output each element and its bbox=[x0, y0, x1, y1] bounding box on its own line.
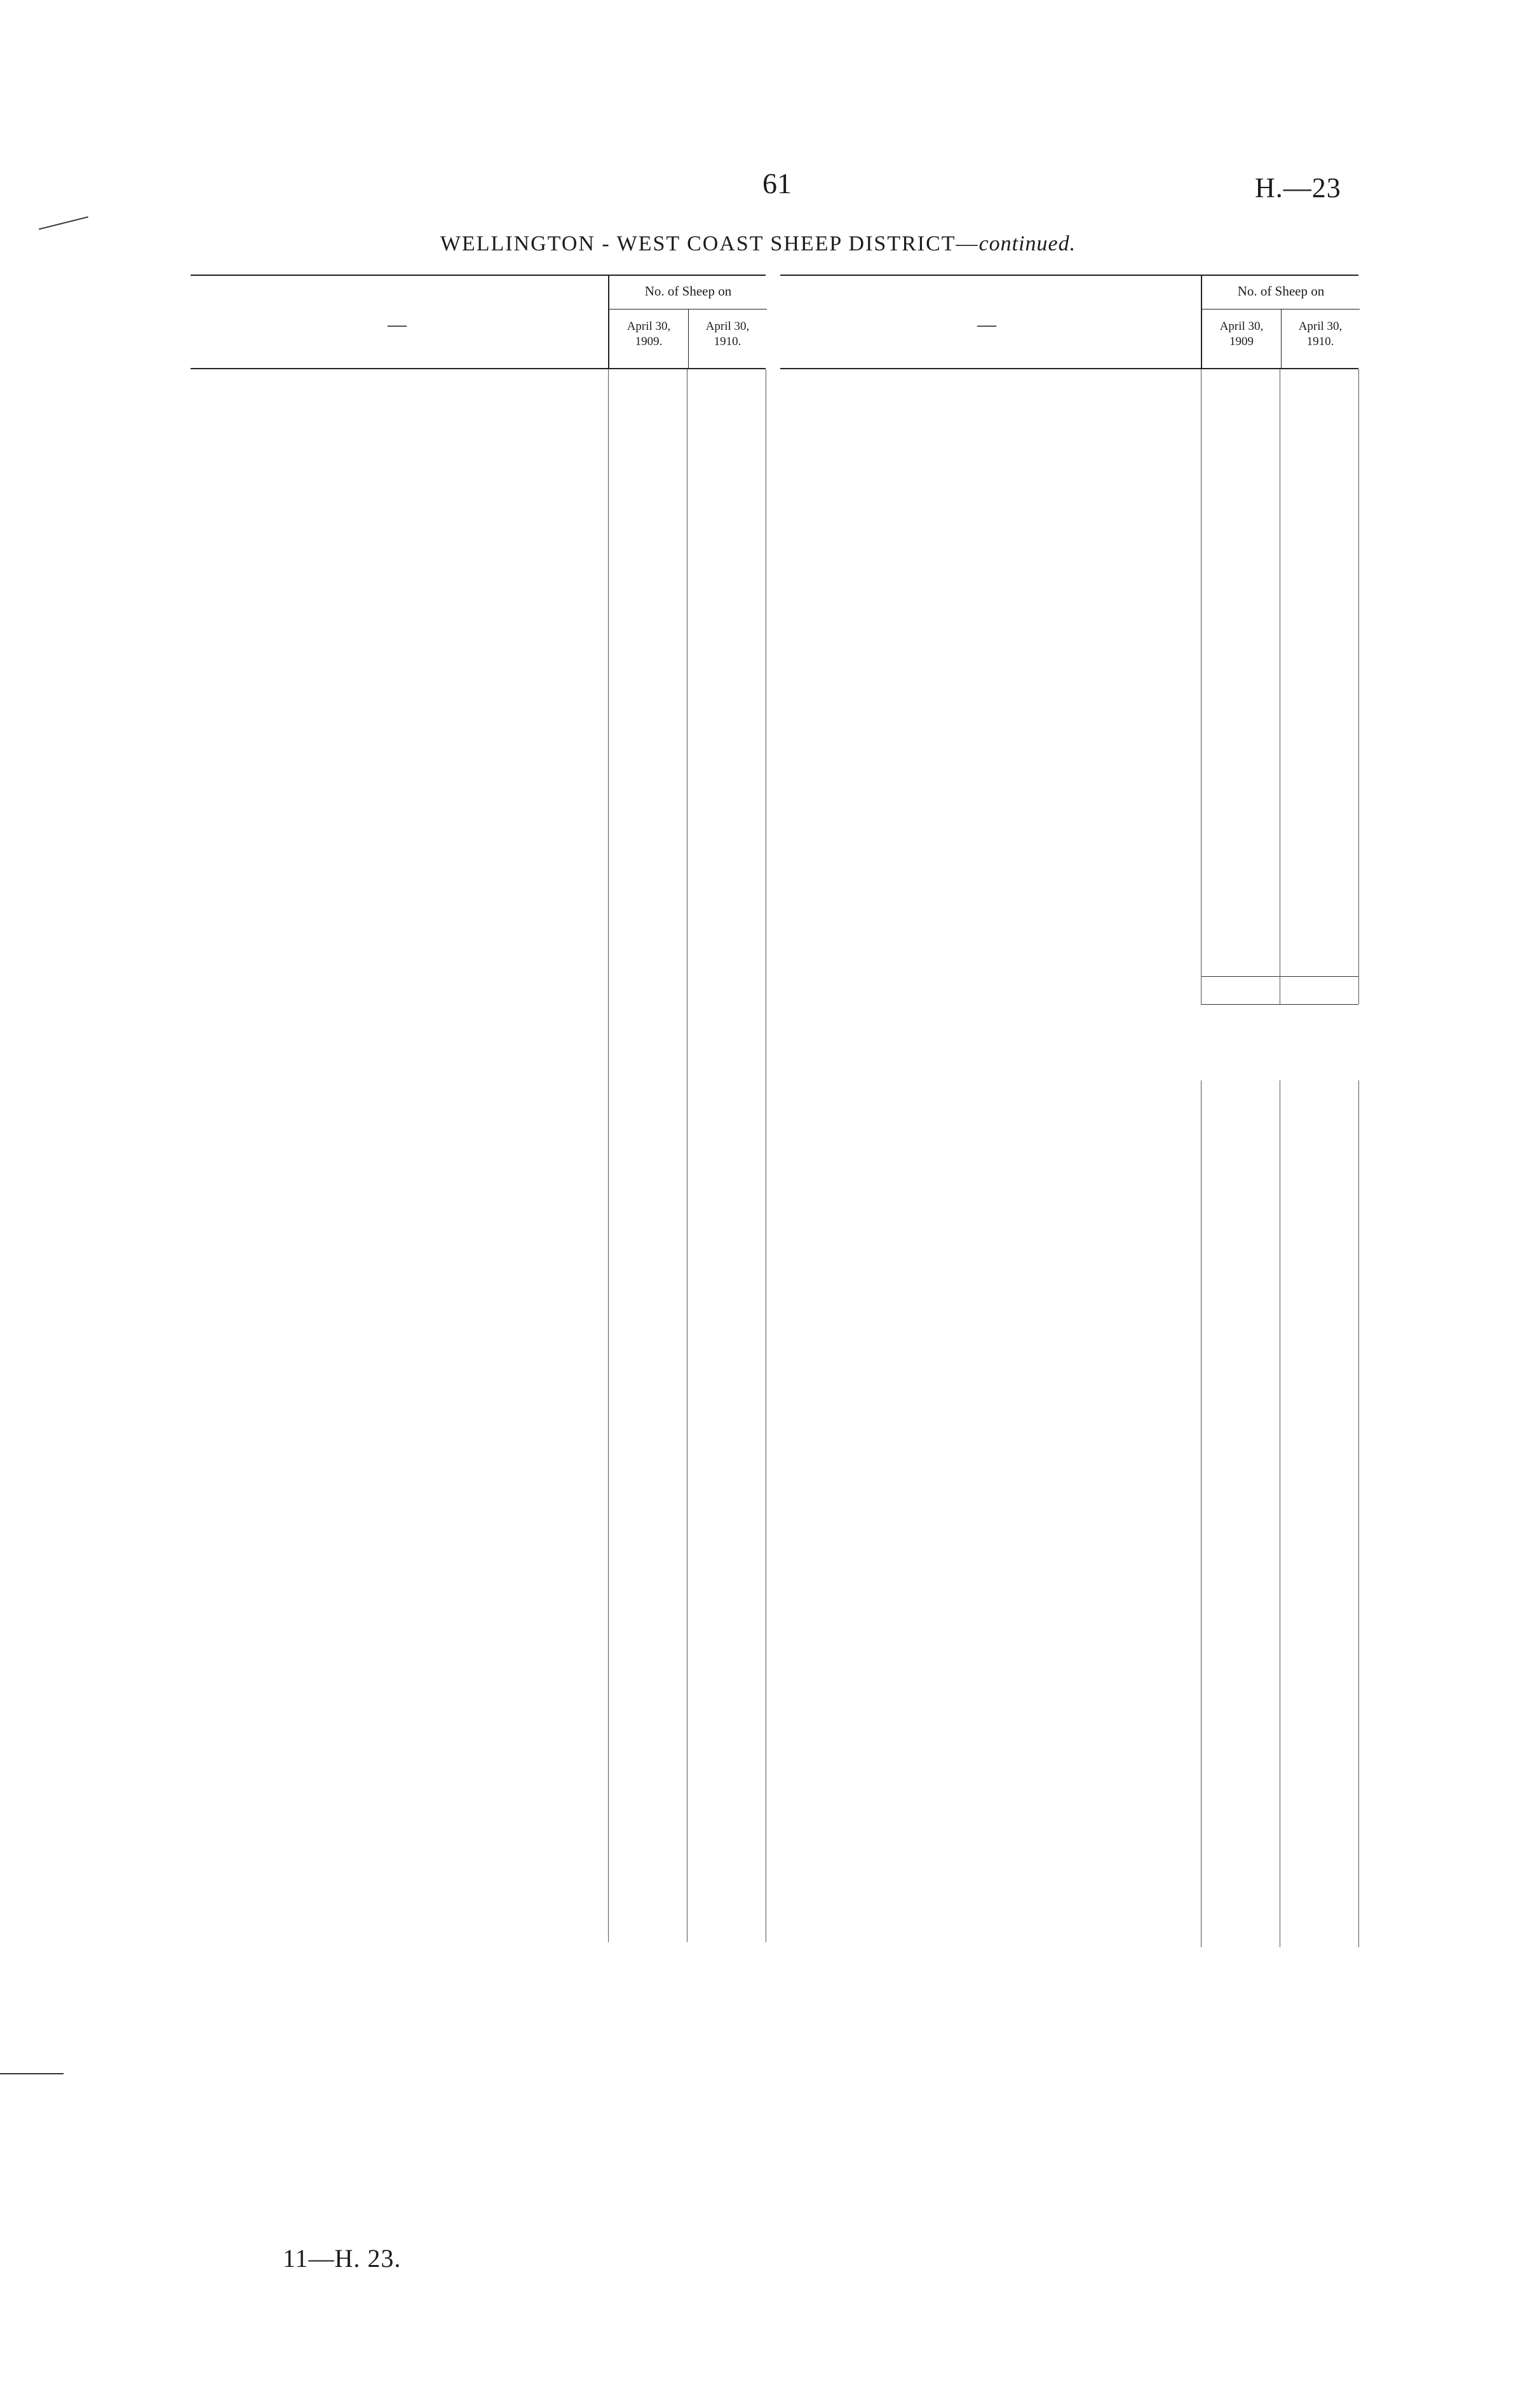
column-rule bbox=[1358, 1080, 1359, 1947]
page-title-continued: continued. bbox=[978, 232, 1076, 255]
margin-scratch-mark bbox=[0, 2073, 64, 2074]
report-code: H.—23 bbox=[1255, 172, 1341, 203]
col-1909-header: April 30, 1909 bbox=[1219, 320, 1264, 348]
col-1910-header: April 30, 1910. bbox=[1298, 320, 1343, 348]
sheep-count-group-title: No. of Sheep on bbox=[1237, 283, 1325, 299]
left-column bbox=[191, 275, 766, 369]
column-header bbox=[191, 275, 766, 369]
page-title bbox=[0, 232, 1516, 256]
footer-code: 11—H. 23. bbox=[283, 2244, 402, 2273]
name-column-placeholder: — bbox=[388, 314, 407, 335]
page-number: 61 bbox=[762, 167, 792, 200]
right-column bbox=[780, 275, 1358, 369]
sheep-count-group bbox=[608, 276, 767, 368]
sheep-count-group-title: No. of Sheep on bbox=[644, 283, 732, 299]
total-rule bbox=[1201, 1004, 1358, 1005]
col-1909-header: April 30, 1909. bbox=[626, 320, 671, 348]
page-title-main: WELLINGTON - WEST COAST SHEEP DISTRICT— bbox=[440, 232, 979, 255]
col-1910-header: April 30, 1910. bbox=[705, 320, 750, 348]
column-rule bbox=[608, 369, 609, 1942]
sheep-count-group bbox=[1201, 276, 1360, 368]
name-column-placeholder: — bbox=[977, 314, 996, 335]
margin-scratch-mark bbox=[39, 216, 88, 229]
column-header bbox=[780, 275, 1358, 369]
column-rule bbox=[1358, 369, 1359, 1004]
